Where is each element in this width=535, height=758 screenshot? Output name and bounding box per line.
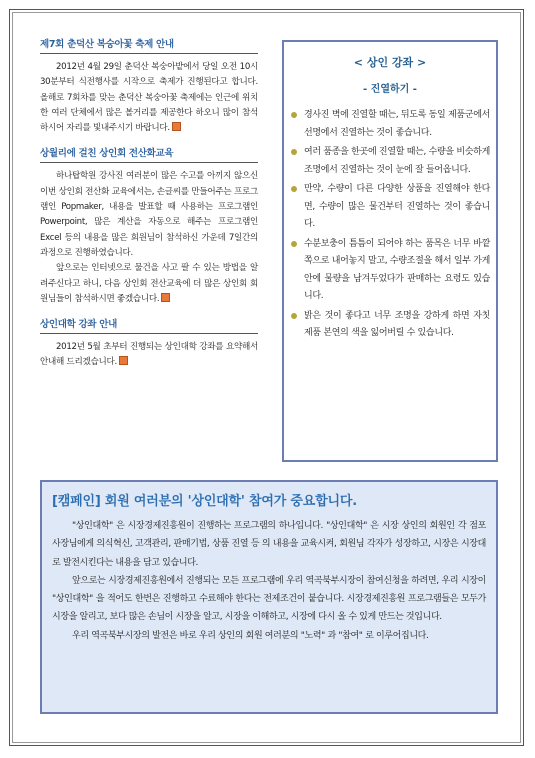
section-body: 2012년 4월 29일 춘덕산 복숭아밭에서 당일 오전 10시 30분부터 식전행사를 시작으로 축제가 진행된다고 합니다. 올해로 7회차를 맞는 춘덕산 복숭아꽃 축제에는 인근에 위치한 여러 단체에서 많은 볼거리를 제공한다 하오니 많이 참석하시어 자리를 빛내주시기 바랍니다. <box>40 62 258 134</box>
list-item: 수분보충이 틈틈이 되어야 하는 품목은 너무 바깥쪽으로 내어놓지 말고, 수량조절을 해서 일부 가게 안에 물량을 남겨두었다가 판매하는 요령도 있습니다. <box>290 236 490 306</box>
lecture-tips-box <box>282 40 498 462</box>
section-body: 2012년 5월 초부터 진행되는 상인대학 강좌를 요약해서 안내해 드리겠습니다. <box>40 342 258 368</box>
campaign-paragraph: 앞으로는 시장경제진흥원에서 진행되는 모든 프로그램에 우리 역곡북부시장이 참여신청을 하려면, 우리 시장이 "상인대학" 을 적어도 한번은 진행하고 수료해야 한다는 전제조건이 붙습니다. 시장경제진흥원 프로그램들은 모두가 시장을 알리고, 보다 많은 손님이 시장을 알고, 시장을 이해하고, 시장에 다시 올 수 있게 만드는 것입니다. <box>52 575 486 623</box>
campaign-box <box>40 480 498 714</box>
section-title: 상월리에 걸친 상인회 전산화교육 <box>40 145 258 163</box>
list-item: 밝은 것이 좋다고 너무 조명을 강하게 하면 자칫 제품 본연의 색을 잃어버릴 수 있습니다. <box>290 308 490 343</box>
bullet-icon <box>291 313 297 319</box>
section-body: 하나탑학원 강사진 여러분이 많은 수고를 아끼지 않으신 이번 상인회 전산화 교육에서는, 손글씨를 만들어주는 프로그램인 Popmaker, 내용을 발표할 때 사용하는 프로그램인 Powerpoint, 많은 계산을 자동으로 해주는 프로그램인 Excel 등의 내용을 많은 회원님이 참석하신 가운데 7일간의 과정으로 진행하였습니다. <box>40 171 258 258</box>
section-title: 상인대학 강좌 안내 <box>40 316 258 334</box>
bullet-icon <box>291 186 297 192</box>
tips-list <box>290 107 490 343</box>
campaign-paragraph: "상인대학" 은 시장경제진흥원이 진행하는 프로그램의 하나입니다. "상인대학" 은 시장 상인의 회원인 각 점포 사장님에게 의식혁신, 고객관리, 판매기법, 상품 진열 등 의 내용을 교육시켜, 회원님 각자가 성장하고, 시장은 시장대로 발전시킨다는 내용을 담고 있습니다. <box>52 521 486 568</box>
end-mark-icon <box>161 293 170 302</box>
end-mark-icon <box>172 122 181 131</box>
section-peach-festival <box>40 36 258 136</box>
bullet-icon <box>291 112 297 118</box>
list-item: 경사진 벽에 진열할 때는, 뒤도록 동일 제품군에서 선명에서 진열하는 것이 좋습니다. <box>290 107 490 142</box>
bullet-icon <box>291 149 297 155</box>
section-merchant-college <box>40 316 258 371</box>
list-item: 여러 품종을 한곳에 진열할 때는, 수량을 비슷하게 조명에서 진열하는 것이 눈에 잘 들어옵니다. <box>290 144 490 179</box>
box-subtitle: - 진열하기 - <box>363 84 417 95</box>
section-title: 제7회 춘덕산 복숭아꽃 축제 안내 <box>40 36 258 54</box>
end-mark-icon <box>119 356 128 365</box>
campaign-title: [캠페인] 회원 여러분의 '상인대학' 참여가 중요합니다. <box>52 494 357 509</box>
left-column <box>40 36 258 380</box>
bullet-icon <box>291 241 297 247</box>
list-item: 만약, 수량이 다른 다양한 상품을 진열해야 한다면, 수량이 많은 물건부터 진열하는 것이 좋습니다. <box>290 181 490 234</box>
box-title: < 상인 강좌 > <box>353 56 427 69</box>
campaign-paragraph: 우리 역곡북부시장의 발전은 바로 우리 상인의 회원 여러분의 "노력" 과 "참여" 로 이루어집니다. <box>72 630 429 641</box>
section-body: 앞으로는 인터넷으로 물건을 사고 팔 수 있는 방법을 알려주신다고 하니, 다음 상인회 전산교육에 더 많은 상인회 회원님들이 참석하시면 좋겠습니다. <box>40 263 258 304</box>
section-computer-education <box>40 145 258 307</box>
